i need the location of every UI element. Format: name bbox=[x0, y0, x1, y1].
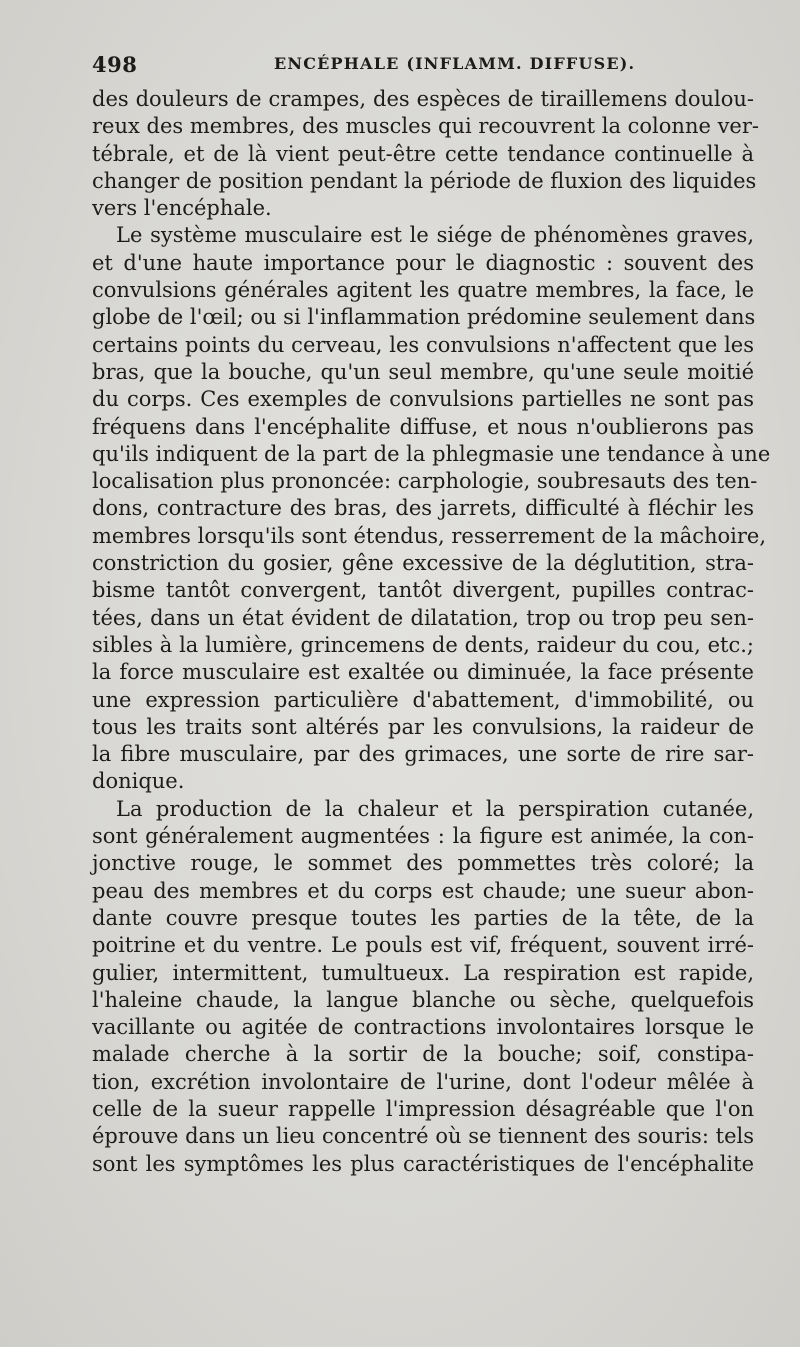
text-line: la fibre musculaire, par des grimaces, une sorte de rire sar- bbox=[92, 742, 754, 767]
text-line: gulier, intermittent, tumultueux. La respiration est rapide, bbox=[92, 960, 754, 985]
text-line: tous les traits sont altérés par les convulsions, la raideur de bbox=[92, 714, 754, 739]
text-line: vacillante ou agitée de contractions involontaires lorsque le bbox=[92, 1015, 754, 1040]
text-line: dante couvre presque toutes les parties de la tête, de la bbox=[92, 905, 754, 930]
text-line: la force musculaire est exaltée ou diminuée, la face présente bbox=[92, 660, 754, 685]
text-line: bras, que la bouche, qu'un seul membre, qu'une seule moitié bbox=[92, 359, 754, 384]
text-line: membres lorsqu'ils sont étendus, resserrement de la mâchoire, bbox=[92, 523, 766, 548]
paragraph-3 bbox=[92, 796, 754, 1178]
text-line: malade cherche à la sortir de la bouche; soif, constipa- bbox=[92, 1042, 754, 1067]
text-line: poitrine et du ventre. Le pouls est vif, fréquent, souvent irré- bbox=[92, 933, 754, 958]
text-line: jonctive rouge, le sommet des pommettes très coloré; la bbox=[92, 851, 754, 876]
text-line: tébrale, et de là vient peut-être cette tendance continuelle à bbox=[92, 141, 754, 166]
text-line: bisme tantôt convergent, tantôt divergent, pupilles contrac- bbox=[92, 578, 754, 603]
text-line: celle de la sueur rappelle l'impression désagréable que l'on bbox=[92, 1096, 754, 1121]
text-line: des douleurs de crampes, des espèces de tiraillemens doulou- bbox=[92, 87, 754, 111]
text-line: dons, contracture des bras, des jarrets, difficulté à fléchir les bbox=[92, 496, 754, 521]
text-line: éprouve dans un lieu concentré où se tiennent des souris: tels bbox=[92, 1124, 754, 1149]
text-line: fréquens dans l'encéphalite diffuse, et nous n'oublierons pas bbox=[92, 414, 754, 439]
text-line: tées, dans un état évident de dilatation, trop ou trop peu sen- bbox=[92, 605, 754, 630]
text-line: et d'une haute importance pour le diagnostic : souvent des bbox=[92, 250, 754, 275]
text-line: sont généralement augmentées : la figure est animée, la con- bbox=[92, 824, 754, 849]
text-line: qu'ils indiquent de la part de la phlegmasie une tendance à une bbox=[92, 441, 771, 466]
text-line: sont les symptômes les plus caractéristiques de l'encéphalite bbox=[92, 1151, 754, 1176]
text-line: donique. bbox=[92, 769, 185, 794]
text-line: l'haleine chaude, la langue blanche ou sèche, quelquefois bbox=[92, 987, 754, 1012]
text-line: globe de l'œil; ou si l'inflammation prédomine seulement dans bbox=[92, 305, 756, 330]
text-line: localisation plus prononcée: carphologie, soubresauts des ten- bbox=[92, 469, 758, 494]
text-line: Le système musculaire est le siége de phénomènes graves, bbox=[116, 223, 754, 248]
paragraph-1 bbox=[92, 86, 759, 222]
text-line: La production de la chaleur et la perspiration cutanée, bbox=[116, 796, 754, 821]
page-body bbox=[92, 86, 771, 1178]
text-line: constriction du gosier, gêne excessive de la déglutition, stra- bbox=[92, 551, 754, 576]
running-title: ENCÉPHALE (INFLAMM. DIFFUSE). bbox=[274, 54, 636, 73]
text-line: convulsions générales agitent les quatre membres, la face, le bbox=[92, 278, 754, 303]
text-line: changer de position pendant la période de fluxion des liquides bbox=[92, 168, 757, 193]
page-number: 498 bbox=[92, 52, 138, 77]
text-line: une expression particulière d'abattement, d'immobilité, ou bbox=[92, 687, 754, 712]
paragraph-2 bbox=[92, 222, 771, 795]
text-line: tion, excrétion involontaire de l'urine, dont l'odeur mêlée à bbox=[92, 1069, 754, 1094]
text-line: vers l'encéphale. bbox=[92, 196, 272, 221]
text-line: peau des membres et du corps est chaude; une sueur abon- bbox=[92, 878, 754, 903]
text-line: certains points du cerveau, les convulsions n'affectent que les bbox=[92, 332, 754, 357]
text-line: du corps. Ces exemples de convulsions partielles ne sont pas bbox=[92, 387, 754, 412]
text-line: sibles à la lumière, grincemens de dents, raideur du cou, etc.; bbox=[92, 632, 754, 657]
text-line: reux des membres, des muscles qui recouvrent la colonne ver- bbox=[92, 114, 759, 139]
page-header bbox=[92, 52, 754, 82]
